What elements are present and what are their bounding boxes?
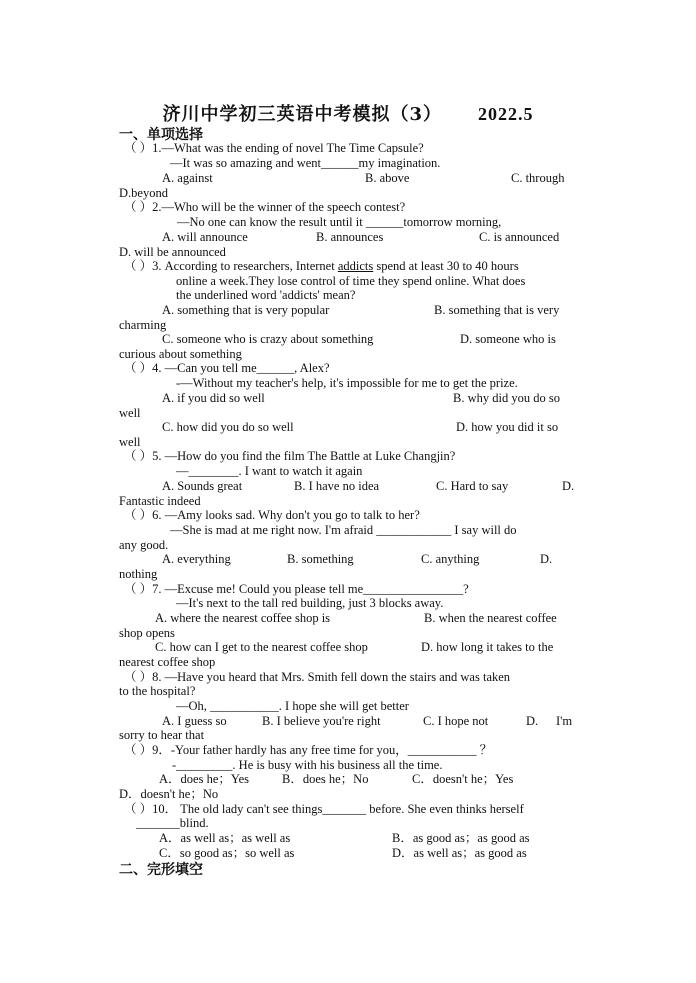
- question-10-option-d: D．as well as；as good as: [392, 846, 527, 860]
- question-3-stem-line-2: online a week.They lose control of time they spend online. What does: [176, 274, 526, 288]
- question-10-option-a: A．as well as；as well as: [159, 831, 291, 845]
- question-1-option-a: A. against: [162, 171, 213, 185]
- question-4-stem-reply: -—Without my teacher's help, it's impossible for me to get the prize.: [176, 376, 518, 390]
- question-7-option-c: C. how can I get to the nearest coffee shop: [155, 640, 368, 654]
- question-8-option-c: C. I hope not: [423, 714, 489, 728]
- question-7-option-a: A. where the nearest coffee shop is: [155, 611, 331, 625]
- question-3-option-b: B. something that is very: [434, 303, 560, 317]
- question-4-option-d-cont: well: [119, 435, 141, 449]
- section-heading-cloze: 二、完形填空: [119, 862, 203, 878]
- question-7-option-b-cont: shop opens: [119, 626, 175, 640]
- question-6-stem: （ ）6. —Amy looks sad. Why don't you go to talk to her?: [124, 508, 420, 522]
- question-5-option-d-cont: Fantastic indeed: [119, 494, 201, 508]
- question-5-option-b: B. I have no idea: [294, 479, 380, 493]
- question-3-option-b-cont: charming: [119, 318, 167, 332]
- question-2-option-c: C. is announced: [479, 230, 560, 244]
- question-6-option-d-cont: nothing: [119, 567, 158, 581]
- question-5-option-c: C. Hard to say: [436, 479, 509, 493]
- question-5-option-d: D.: [562, 479, 575, 493]
- question-3-stem-part-2: spend at least 30 to 40 hours: [373, 259, 519, 273]
- question-4-option-a: A. if you did so well: [162, 391, 265, 405]
- question-8-option-a: A. I guess so: [162, 714, 227, 728]
- underlined-word-addicts: addicts: [337, 259, 374, 273]
- question-6-stem-reply: —She is mad at me right now. I'm afraid ____________ I say will do: [170, 523, 517, 537]
- page-title: [0, 100, 696, 126]
- question-1-option-b: B. above: [365, 171, 410, 185]
- question-10-option-c: C．so good as；so well as: [159, 846, 295, 860]
- question-3-option-d-cont: curious about something: [119, 347, 242, 361]
- question-4-option-d: D. how you did it so: [456, 420, 559, 434]
- question-9-option-c: C．doesn't he；Yes: [412, 772, 514, 786]
- question-4-option-b-cont: well: [119, 406, 141, 420]
- question-10-stem-cont: _______blind.: [136, 816, 209, 830]
- question-9-stem-reply: -_________. He is busy with his business all the time.: [172, 758, 443, 772]
- question-8-stem-reply: —Oh, ___________. I hope she will get better: [176, 699, 409, 713]
- question-7-stem-reply: —It's next to the tall red building, just 3 blocks away.: [176, 596, 444, 610]
- question-9-option-a: A．does he；Yes: [159, 772, 250, 786]
- question-3-option-d: D. someone who is: [460, 332, 556, 346]
- question-1-stem: （ ）1.—What was the ending of novel The Time Capsule?: [124, 141, 424, 155]
- question-2-option-d: D. will be announced: [119, 245, 226, 259]
- question-4-stem: （ ）4. —Can you tell me______, Alex?: [124, 361, 330, 375]
- question-9-option-d: D．doesn't he；No: [119, 787, 219, 801]
- question-8-option-b: B. I believe you're right: [262, 714, 381, 728]
- question-8-option-d: D.: [526, 714, 539, 728]
- question-8-option-d-cont: sorry to hear that: [119, 728, 205, 742]
- question-1-stem-reply: —It was so amazing and went______my imagination.: [170, 156, 441, 170]
- question-3-stem: [124, 259, 519, 274]
- question-7-stem: （ ）7. —Excuse me! Could you please tell me________________?: [124, 582, 469, 596]
- question-9-stem: （ ）9．-Your father hardly has any free time for you，___________ ？: [124, 743, 493, 757]
- question-1-option-c: C. through: [511, 171, 565, 185]
- question-2-stem: （ ）2.—Who will be the winner of the speech contest?: [124, 200, 406, 214]
- question-8-stem-cont: to the hospital?: [119, 684, 196, 698]
- question-3-stem-part-1: （ ）3. According to researchers, Internet: [124, 259, 338, 273]
- question-2-option-a: A. will announce: [162, 230, 248, 244]
- question-4-option-c: C. how did you do so well: [162, 420, 294, 434]
- question-10-option-b: B．as good as；as good as: [392, 831, 530, 845]
- question-5-stem: （ ）5. —How do you find the film The Battle at Luke Changjin?: [124, 449, 456, 463]
- question-7-option-d: D. how long it takes to the: [421, 640, 554, 654]
- question-6-option-c: C. anything: [421, 552, 480, 566]
- question-5-option-a: A. Sounds great: [162, 479, 243, 493]
- question-8-option-d-word: I'm: [556, 714, 573, 728]
- exam-date: 2022.5: [478, 104, 534, 124]
- question-3-stem-line-3: the underlined word 'addicts' mean?: [176, 288, 356, 302]
- question-6-option-a: A. everything: [162, 552, 231, 566]
- question-2-stem-reply: —No one can know the result until it ______tomorrow morning,: [177, 215, 502, 229]
- question-9-option-b: B．does he；No: [282, 772, 369, 786]
- question-10-stem: （ ）10． The old lady can't see things_______ before. She even thinks herself: [124, 802, 524, 816]
- question-1-option-d: D.beyond: [119, 186, 168, 200]
- question-7-option-d-cont: nearest coffee shop: [119, 655, 216, 669]
- question-5-stem-reply: —________. I want to watch it again: [176, 464, 363, 478]
- question-8-stem: （ ）8. —Have you heard that Mrs. Smith fell down the stairs and was taken: [124, 670, 511, 684]
- question-6-option-b: B. something: [287, 552, 354, 566]
- section-heading-single-choice: 一、单项选择: [119, 127, 203, 143]
- question-3-option-a: A. something that is very popular: [162, 303, 330, 317]
- question-2-option-b: B. announces: [316, 230, 384, 244]
- title-text: 济川中学初三英语中考模拟（3）: [162, 104, 443, 125]
- question-6-stem-reply-cont: any good.: [119, 538, 169, 552]
- question-3-option-c: C. someone who is crazy about something: [162, 332, 374, 346]
- question-4-option-b: B. why did you do so: [453, 391, 560, 405]
- question-6-option-d: D.: [540, 552, 553, 566]
- question-7-option-b: B. when the nearest coffee: [424, 611, 557, 625]
